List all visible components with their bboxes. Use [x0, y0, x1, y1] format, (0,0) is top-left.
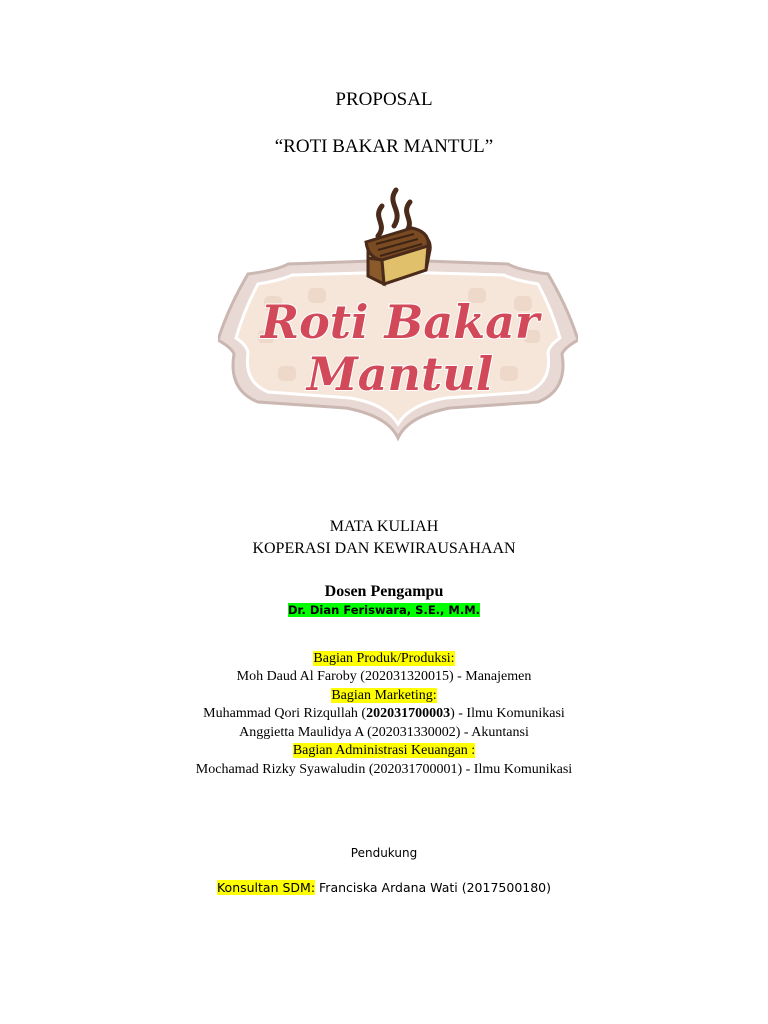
admin-member: Mochamad Rizky Syawaludin (202031700001) - Ilmu Komunikasi: [195, 762, 573, 777]
logo-text-line2: Mantul: [306, 347, 494, 401]
lecturer-name-line: [0, 603, 768, 617]
lecturer-name: Dr. Dian Feriswara, S.E., M.M.: [287, 603, 481, 617]
consultant-line: [0, 880, 768, 895]
consultant-name: Franciska Ardana Wati (2017500180): [315, 880, 552, 895]
course-label: MATA KULIAH: [329, 518, 439, 535]
support-label: Pendukung: [350, 846, 418, 860]
production-section-line: [0, 650, 768, 669]
admin-label: Bagian Administrasi Keuangan :: [292, 743, 476, 758]
roti-bakar-mantul-logo: [218, 180, 578, 442]
marketing-member-1: [0, 705, 768, 724]
marketing-label: Bagian Marketing:: [331, 688, 437, 703]
document-title: PROPOSAL: [335, 89, 433, 110]
lecturer-label: Dosen Pengampu: [324, 583, 444, 600]
logo-text-line1: Roti Bakar: [260, 295, 540, 349]
admin-section-line: [0, 742, 768, 761]
consultant-label: Konsultan SDM:: [216, 880, 316, 895]
marketing-member1-rest: ) - Ilmu Komunikasi: [450, 706, 565, 721]
marketing-member1-id: 202031700003: [366, 706, 451, 721]
production-member: Moh Daud Al Faroby (202031320015) - Manajemen: [236, 669, 532, 684]
course-name: KOPERASI DAN KEWIRAUSAHAAN: [252, 540, 516, 557]
marketing-member1-name: Muhammad Qori Rizqullah (: [203, 706, 367, 721]
marketing-member-2: Anggietta Maulidya A (202031330002) - Akuntansi: [239, 725, 529, 740]
document-subtitle: “ROTI BAKAR MANTUL”: [274, 136, 494, 157]
production-label: Bagian Produk/Produksi:: [313, 651, 455, 666]
marketing-section-line: [0, 687, 768, 706]
